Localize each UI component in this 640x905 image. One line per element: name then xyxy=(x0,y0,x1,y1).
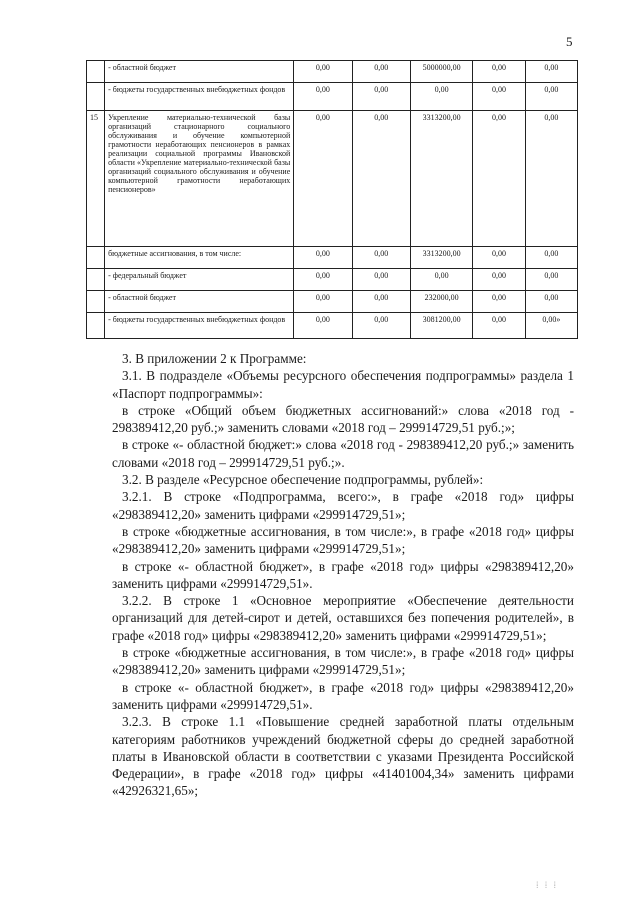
row-number xyxy=(87,247,105,269)
paragraph: 3.2.2. В строке 1 «Основное мероприятие «Обеспечение деятельности организаций для детей-сирот и детей, оставшихся без попечения родителей», в графе «2018 год» цифры «298389412,20» заменить цифрами «299914729,51»; xyxy=(112,593,574,643)
row-value: 0,00 xyxy=(525,291,577,313)
row-name: - федеральный бюджет xyxy=(105,269,294,291)
table-row xyxy=(87,269,578,291)
table-row xyxy=(87,83,578,111)
paragraph: 3.1. В подразделе «Объемы ресурсного обеспечения подпрограммы» раздела 1 «Паспорт подпрограммы»: xyxy=(112,368,574,401)
row-value: 0,00 xyxy=(294,247,352,269)
row-number xyxy=(87,61,105,83)
row-value: 0,00 xyxy=(352,291,410,313)
row-name: Укрепление материально-технической базы организаций стационарного социального обслуживания и обучение компьютерной грамотности неработающих пенсионеров в рамках реализации социальной программы Ивановской области «Укрепление материально-технической базы организаций социального обслуживания и обучение компьютерной грамотности неработающих пенсионеров» xyxy=(105,111,294,247)
row-value: 0,00 xyxy=(525,247,577,269)
row-value: 3313200,00 xyxy=(410,247,472,269)
row-value: 0,00 xyxy=(410,269,472,291)
paragraph: в строке «бюджетные ассигнования, в том числе:», в графе «2018 год» цифры «298389412,20» заменить цифрами «299914729,51»; xyxy=(112,645,574,678)
row-value: 0,00 xyxy=(294,291,352,313)
table-row xyxy=(87,313,578,339)
row-value: 0,00 xyxy=(294,269,352,291)
row-name: - областной бюджет xyxy=(105,61,294,83)
scan-artifact: ⁞ ⁞ ⁞ xyxy=(536,880,559,890)
row-value: 0,00 xyxy=(473,83,525,111)
paragraph: 3.2.3. В строке 1.1 «Повышение средней заработной платы отдельным категориям работников учреждений бюджетной сферы до средней заработной платы в Ивановской области в соответствии с указами Президента Российской Федерации», в графе «2018 год» цифры «41401004,34» заменить цифрами «42926321,65»; xyxy=(112,714,574,799)
table-row xyxy=(87,61,578,83)
row-value: 0,00 xyxy=(473,269,525,291)
paragraph: 3.2. В разделе «Ресурсное обеспечение подпрограммы, рублей»: xyxy=(122,472,484,488)
row-value: 0,00 xyxy=(294,83,352,111)
row-name: - бюджеты государственных внебюджетных фондов xyxy=(105,83,294,111)
row-value: 0,00 xyxy=(473,313,525,339)
row-value: 0,00 xyxy=(473,61,525,83)
row-number xyxy=(87,313,105,339)
row-value: 0,00 xyxy=(352,83,410,111)
row-value: 0,00 xyxy=(473,111,525,247)
row-value: 0,00 xyxy=(294,313,352,339)
row-value: 0,00 xyxy=(294,61,352,83)
budget-table xyxy=(86,60,578,339)
row-name: - областной бюджет xyxy=(105,291,294,313)
table-row xyxy=(87,111,578,247)
row-number xyxy=(87,83,105,111)
row-value: 0,00 xyxy=(410,83,472,111)
row-value: 0,00 xyxy=(352,247,410,269)
row-value: 0,00» xyxy=(525,313,577,339)
row-value: 0,00 xyxy=(294,111,352,247)
row-value: 3313200,00 xyxy=(410,111,472,247)
row-number xyxy=(87,291,105,313)
row-value: 0,00 xyxy=(525,269,577,291)
page-number: 5 xyxy=(566,34,573,49)
paragraph: в строке «- областной бюджет», в графе «2018 год» цифры «298389412,20» заменить цифрами «299914729,51». xyxy=(112,558,574,591)
row-value: 3081200,00 xyxy=(410,313,472,339)
row-value: 0,00 xyxy=(473,291,525,313)
paragraph: в строке «- областной бюджет:» слова «2018 год - 298389412,20 руб.;» заменить словами «2018 год – 299914729,51 руб.;». xyxy=(112,437,574,470)
row-value: 232000,00 xyxy=(410,291,472,313)
row-name: бюджетные ассигнования, в том числе: xyxy=(105,247,294,269)
body-text xyxy=(112,350,574,800)
row-name: - бюджеты государственных внебюджетных фондов xyxy=(105,313,294,339)
paragraph: в строке «бюджетные ассигнования, в том числе:», в графе «2018 год» цифры «298389412,20» заменить цифрами «299914729,51»; xyxy=(112,523,574,557)
row-value: 0,00 xyxy=(525,83,577,111)
table-row xyxy=(87,247,578,269)
paragraph: в строке «Общий объем бюджетных ассигнований:» слова «2018 год - 298389412,20 руб.;» заменить словами «2018 год – 299914729,51 руб.;»; xyxy=(112,402,574,436)
table-row xyxy=(87,291,578,313)
row-number: 15 xyxy=(87,111,105,247)
paragraph: 3.2.1. В строке «Подпрограмма, всего:», в графе «2018 год» цифры «298389412,20» заменить цифрами «299914729,51»; xyxy=(112,489,574,522)
row-value: 0,00 xyxy=(525,111,577,247)
row-value: 0,00 xyxy=(473,247,525,269)
row-value: 0,00 xyxy=(352,111,410,247)
paragraph: в строке «- областной бюджет», в графе «2018 год» цифры «298389412,20» заменить цифрами «299914729,51». xyxy=(112,679,574,712)
row-value: 0,00 xyxy=(352,61,410,83)
row-value: 0,00 xyxy=(352,313,410,339)
row-value: 5000000,00 xyxy=(410,61,472,83)
row-value: 0,00 xyxy=(525,61,577,83)
paragraph: 3. В приложении 2 к Программе: xyxy=(122,351,307,366)
row-number xyxy=(87,269,105,291)
row-value: 0,00 xyxy=(352,269,410,291)
